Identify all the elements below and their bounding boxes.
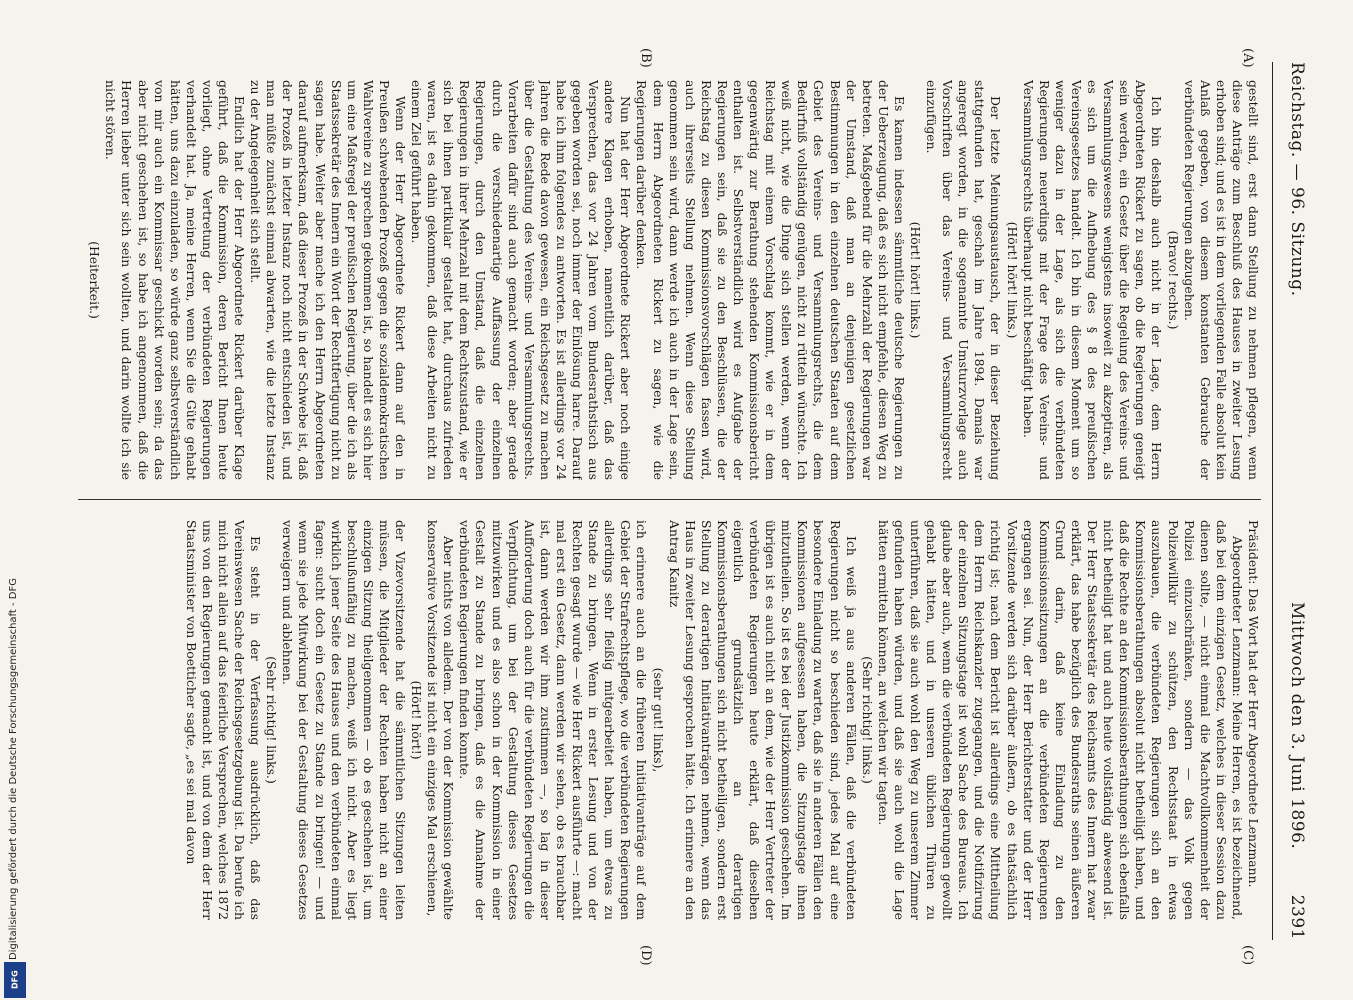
header-date: Mittwoch den 3. Juni 1896.	[1287, 602, 1307, 850]
paragraph: Präsident: Das Wort hat der Herr Abgeordnete Lenzmann.	[1246, 520, 1261, 888]
right-text-column	[78, 520, 1261, 920]
paragraph: Endlich hat der Herr Abgeordnete Rickert darüber Klage geführt, daß die Kommission, deren Bericht Ihnen heute vorliegt, ohne Vertretung der verbündeten Regierungen verhandelt hat. Ja, meine Herren, wenn Sie die Güte gehabt hätten, uns dazu einzuladen, so würde ganz selbstverständlich von mir auch ein Kommissar geschickt worden sein; da das aber nicht geschehen ist, so habe ich angenommen, daß die Herren lieber unter sich sein wollten, und darin wollte ich sie nicht stören.	[103, 80, 248, 480]
margin-mark-c: (C)	[1240, 945, 1255, 966]
interjection: (sehr gut! links),	[650, 667, 666, 773]
margin-mark-b: (B)	[638, 48, 653, 68]
paragraph: Wenn der Herr Abgeordnete Rickert dann auf den in Preußen schwebenden Prozeß gegen die sozialdemokratischen Wahlvereine zu sprechen gekommen ist, so handelt es sich hier um eine Maßregel der preußischen Regierung, über die ich als Staatssekretär des Innern ein Wort der Rechtfertigung nicht zu sagen habe. Weiter aber mache ich den Herrn Abgeordneten darauf aufmerksam, daß dieser Prozeß in der Schwebe ist, daß der Prozeß in letzter Instanz noch nicht entschieden ist, und man müßte zunächst einmal abwarten, wie die letzte Instanz zu der Angelegenheit sich stellt.	[248, 80, 409, 480]
interjection: (Hört! hört! links.)	[908, 221, 924, 339]
paragraph: Aber nichts von alledem. Der von der Kommission gewählte konservative Vorsitzende ist nicht ein einziges Mal erschienen,	[425, 520, 457, 920]
paragraph: Ich bin deshalb auch nicht in der Lage, dem Herrn Abgeordneten Rickert zu sagen, ob die Regierungen geneigt sein werden, ein Gesetz über die Regelung des Vereins- und Versammlungswesens wenigstens insoweit zu akzeptiren, als es sich um die Aufhebung des § 8 des preußischen Vereinsgesetzes handelt. Ich bin in diesem Moment um so weniger dazu in der Lage, als sich die verbündeten Regierungen neuerdings mit der Frage des Vereins- und Versammlungsrechts überhaupt nicht beschäftigt haben.	[1020, 80, 1165, 480]
digitization-credit: Digitalisierung gefördert durch die Deutsche Forschungsgemeinschaft - DFG	[8, 577, 19, 960]
interjection: (Heiterkeit.)	[87, 241, 103, 319]
column-divider	[78, 499, 1261, 500]
margin-mark-d: (D)	[638, 945, 653, 966]
interjection: (Sehr richtig! links.)	[859, 656, 875, 784]
paragraph: ich erinnere auch an die früheren Initiativanträge auf dem Gebiet der Strafrechtspflege, wo die verbündeten Regierungen allerdings sehr fleißig mitgearbeitet haben, um etwas zu Stande zu bringen. Wenn in erster Lesung und von der Rechten gesagt wurde — wie Herr Rickert ausführte —: macht mal erst ein Gesetz, dann werden wir sehen, ob es brauchbar ist, dann werden wir ihm zustimmen —, so lag in dieser Aufforderung doch auch für die verbündeten Regierungen die Verpflichtung, um bei der Gestaltung dieses Gesetzes mitzuwirken und es also schon in der Kommission in einer Gestalt zu Stande zu bringen, daß es die Annahme der verbündeten Regierungen finden konnte.	[457, 520, 650, 920]
paragraph: Ich weiß ja aus anderen Fällen, daß die verbündeten Regierungen nicht so beschieden sind, jedes Mal auf eine besondere Einladung zu warten, daß sie in anderen Fällen den Kommissionen aufgesessen haben, die Sitzungstage ihnen mitzutheilen. So ist es bei der Justizkommission geschehen. Im übrigen ist es auch nicht an dem, wie der Herr Vertreter der verbündeten Regierungen heute erklärt, daß dieselben eigentlich grundsätzlich an derartigen Kommissionsberathungen sich nicht betheiligen, sondern erst Stellung zu derartigen Initiativanträgen nehmen, wenn das Haus in zweiter Lesung gesprochen hätte. Ich erinnere an den Antrag Kanitz	[666, 520, 859, 920]
page-header	[1272, 62, 1313, 940]
paragraph: Der letzte Meinungsaustausch, der in dieser Beziehung stattgefunden hat, geschah im Jahre 1894. Damals war angeregt worden, in die sogenannte Umsturzvorlage auch Vorschriften über das Vereins- und Versammlungsrecht einzufügen.	[924, 80, 1004, 480]
interjection: (Hört! hört! links.)	[1004, 221, 1020, 339]
interjection: (Sehr richtig! links.)	[264, 656, 280, 784]
interjection: (Hört! hört!)	[409, 680, 425, 760]
paragraph: Es steht in der Verfassung ausdrücklich, daß das Vereinswesen Sache der Reichsgesetzgebung ist. Da berufe ich mich nicht allein auf das feierliche Versprechen, welches 1872 uns von den Regierungen gemacht ist, und von dem der Herr Staatsminister von Boetticher sagte, „es sei mal davon	[183, 520, 264, 920]
paragraph: gestellt sind, erst dann Stellung zu nehmen pflegen, wenn diese Anträge zum Beschluß des Hauses in zweiter Lesung erhoben sind; und es ist in dem vorliegenden Falle absolut kein Anlaß gegeben, von diesem konstanten Gebrauche der verbündeten Regierungen abzugehen.	[1181, 80, 1261, 480]
digitization-credit-strip	[0, 40, 30, 1000]
header-session: Reichstag. — 96. Sitzung.	[1287, 62, 1307, 297]
dfg-logo: DFG	[4, 962, 26, 998]
page-number: 2391	[1287, 894, 1307, 940]
paragraph: Nun hat der Herr Abgeordnete Rickert aber noch einige andere Klagen erhoben, namentlich darüber, daß das Versprechen, das vor 24 Jahren vom Bundesrathstisch aus gegeben worden sei, noch immer der Einlösung harre. Darauf habe ich ihm folgendes zu antworten. Es ist allerdings vor 24 Jahren die Rede davon gewesen, ein Reichsgesetz zu machen über die Gestaltung des Vereins- und Versammlungsrechts. Vorarbeiten dafür sind auch gemacht worden; aber gerade durch die verschiedenartige Auffassung der einzelnen Regierungen, durch den Umstand, daß die einzelnen Regierungen in ihrer Mehrzahl mit dem Rechtszustand, wie er sich bei ihnen partikular gestaltet hat, durchaus zufrieden waren, ist es dahin gekommen, daß diese Arbeiten nicht zu einem Ziel geführt haben.	[409, 80, 634, 480]
margin-mark-a: (A)	[1240, 48, 1255, 68]
paragraph: der Vizevorsitzende hat die sämmtlichen Sitzungen leiten müssen, die Mitglieder der Rechten haben nicht an einer einzigen Sitzung theilgenommen — ob es geschehen ist, um beschlußunfähig zu machen, weiß ich nicht. Aber es liegt wirklich jener Seite des Hauses und den verbündeten einmal fagen: sucht doch ein Gesetz zu Stande zu bringen! — und wenn sie jede Mitwirkung bei der Gestaltung dieses Gesetzes verweigern und ablehnen.	[280, 520, 409, 920]
paragraph: Es kamen indessen sämmtliche deutsche Regierungen zu der Ueberzeugung, daß es sich nicht empfehle, diesen Weg zu betreten. Maßgebend für die Mehrzahl der Regierungen war der Umstand, daß man an denjenigen gesetzlichen Bestimmungen in den einzelnen deutschen Staaten auf dem Gebiet des Vereins- und Versammlungsrechts, die dem Bedürfniß vollständig genügen, nicht zu rütteln wünschte. Ich weiß nicht, wie die Dinge sich stellen werden, wenn der Reichstag mit einem Vorschlag kommt, wie er in dem gegenwärtig zur Berathung stehenden Kommissionsbericht enthalten ist. Selbstverständlich wird es Aufgabe der Regierungen sein, daß sie zu den Beschlüssen, die der Reichstag zu diesen Kommissionsvorschlägen fassen wird, auch ihrerseits Stellung nehmen. Wenn diese Stellung genommen sein wird, dann werde ich auch in der Lage sein, dem Herrn Abgeordneten Rickert zu sagen, wie die Regierungen darüber denken.	[634, 80, 907, 480]
left-text-column	[78, 80, 1261, 480]
interjection: (Bravo! rechts.)	[1165, 230, 1181, 330]
paragraph: Abgeordneter Lenzmann: Meine Herren, es ist bezeichnend, daß bei dem einzigen Gesetz, welches in dieser Session dazu dienen sollte, — nicht einmal die Machtvollkommenheit der Polizei einzuschränken, sondern — das Volk gegen Polizeiwillkür zu schützen, den Rechtsstaat in etwas auszubauen, die verbündeten Regierungen sich an den Kommissionsberathungen absolut nicht betheiligt haben, und daß die Rechte an den Kommissionsberathungen sich ebenfalls nicht betheiligt hat und auch heute vollständig abwesend ist. Der Herr Staatssekretär des Reichsamts des Innern hat zwar erklärt, das habe bezüglich des Bundesraths seinen äußeren Grund darin, daß keine Einladung zu den Kommissionssitzungen an die verbündeten Regierungen ergangen sei. Nun, der Herr Berichterstatter und der Herr Vorsitzende werden sich darüber äußern, ob es thatsächlich richtig ist; nach dem Bericht ist allerdings eine Mittheilung dem Herrn Reichskanzler zugegangen, und die Notifizirung der einzelnen Sitzungstage ist wohl Sache des Bureaus. Ich glaube aber auch, wenn die verbündeten Regierungen gewollt gehabt hätten, und in unseren üblichen Thüren zu unterführen, daß sie auch wohl den Weg zu unserem Zimmer gefunden haben würden, und daß sie auch wohl die Lage hätten ermitteln können, an welchen wir tagten.	[875, 520, 1245, 920]
